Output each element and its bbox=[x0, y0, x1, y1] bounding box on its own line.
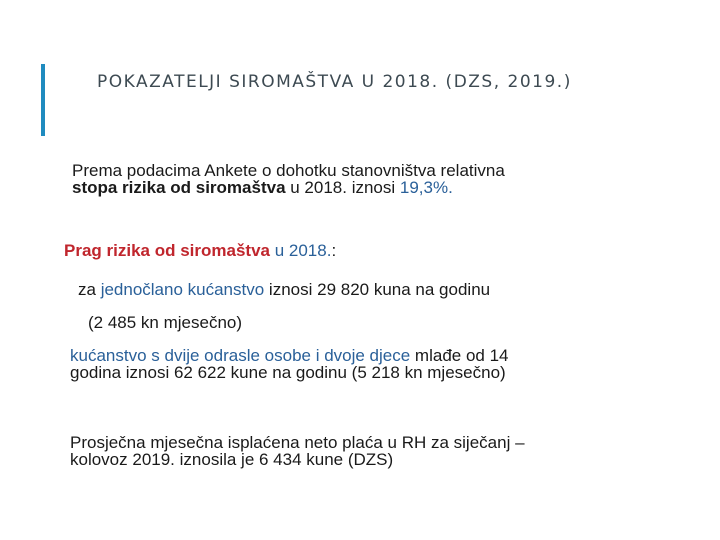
family-household-line-1 bbox=[70, 347, 509, 364]
paragraph-single-household bbox=[78, 281, 490, 298]
poverty-rate-mid: u 2018. iznosi bbox=[285, 178, 400, 197]
family-household-line-2: godina iznosi 62 622 kune na godinu (5 218 kn mjesečno) bbox=[70, 363, 506, 382]
paragraph-single-household-monthly: (2 485 kn mjesečno) bbox=[88, 313, 243, 332]
paragraph-family-household bbox=[70, 347, 509, 381]
accent-bar bbox=[41, 64, 45, 136]
paragraph-average-salary bbox=[70, 434, 525, 468]
poverty-rate-line-2 bbox=[72, 179, 505, 196]
slide-title: POKAZATELJI SIROMAŠTVA U 2018. (DZS, 2019.) bbox=[97, 72, 572, 92]
threshold-year: u 2018. bbox=[269, 241, 332, 260]
single-household-pre: za bbox=[78, 280, 101, 299]
average-salary-line-2: kolovoz 2019. iznosila je 6 434 kune (DZS) bbox=[70, 450, 394, 469]
poverty-rate-value: 19,3%. bbox=[399, 178, 453, 197]
average-salary-line-1: Prosječna mjesečna isplaćena neto plaća u RH za siječanj – bbox=[70, 433, 525, 452]
poverty-rate-term: stopa rizika od siromaštva bbox=[72, 178, 286, 197]
poverty-rate-line-1: Prema podacima Ankete o dohotku stanovništva relativna bbox=[72, 161, 505, 180]
threshold-colon: : bbox=[331, 241, 337, 260]
family-household-term: kućanstvo s dvije odrasle osobe i dvoje djece bbox=[70, 346, 411, 365]
paragraph-poverty-rate bbox=[72, 162, 505, 196]
family-household-age: mlađe od 14 bbox=[410, 346, 509, 365]
paragraph-threshold-heading bbox=[64, 242, 336, 259]
single-household-term: jednočlano kućanstvo bbox=[100, 280, 265, 299]
threshold-term: Prag rizika od siromaštva bbox=[64, 241, 270, 260]
single-household-amount: iznosi 29 820 kuna na godinu bbox=[264, 280, 491, 299]
